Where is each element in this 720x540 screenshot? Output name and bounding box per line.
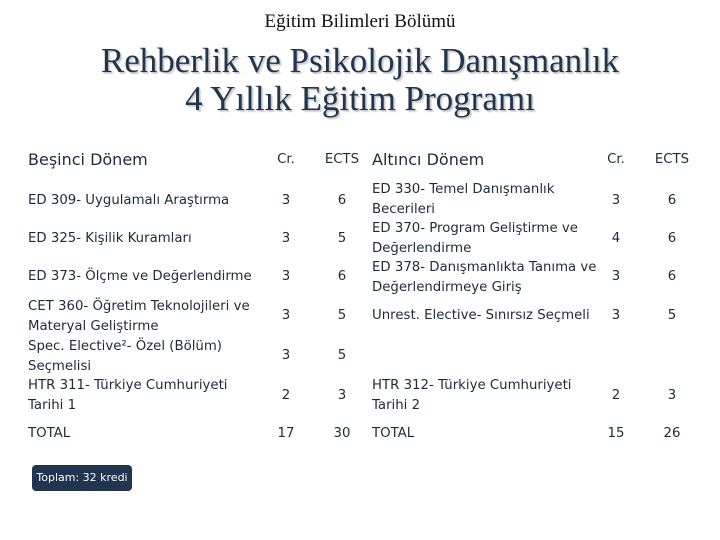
course-credit: 3	[281, 193, 291, 208]
total-credit: 15	[607, 426, 625, 441]
ects-header: ECTS	[654, 152, 690, 167]
cr-header: Cr.	[607, 152, 625, 167]
course-credit: 3	[611, 193, 621, 208]
department-name: Eğitim Bilimleri Bölümü	[264, 11, 456, 32]
course-ects: 6	[667, 231, 677, 246]
course-credit: 3	[281, 348, 291, 363]
cr-header: Cr.	[277, 152, 295, 167]
course-name	[28, 376, 228, 416]
course-name-line: Materyal Geliştirme	[28, 319, 159, 334]
total-credits-badge: Toplam: 32 kredi	[32, 465, 132, 491]
course-ects: 5	[337, 308, 347, 323]
total-ects: 26	[663, 426, 681, 441]
course-name-line: Değerlendirmeye Giriş	[372, 280, 522, 295]
course-name-line: HTR 311- Türkiye Cumhuriyeti	[28, 378, 228, 393]
title-line-2: 4 Yıllık Eğitim Programı	[185, 79, 535, 118]
course-credit: 4	[611, 231, 621, 246]
course-credit: 3	[611, 308, 621, 323]
course-name-line: Becerileri	[372, 202, 435, 217]
course-name	[372, 180, 554, 220]
page-title	[0, 42, 720, 118]
course-name: ED 309- Uygulamalı Araştırma	[28, 193, 230, 208]
course-name-line: Spec. Elective²- Özel (Bölüm)	[28, 339, 222, 354]
course-ects: 3	[667, 388, 677, 403]
course-credit: 3	[611, 269, 621, 284]
course-name-line: Seçmelisi	[28, 359, 92, 374]
total-credit: 17	[277, 426, 295, 441]
course-name-line: CET 360- Öğretim Teknolojileri ve	[28, 299, 250, 314]
course-credit: 2	[281, 388, 291, 403]
total-label: TOTAL	[28, 426, 71, 441]
total-ects: 30	[333, 426, 351, 441]
course-ects: 5	[337, 348, 347, 363]
course-ects: 5	[337, 231, 347, 246]
course-name	[372, 376, 572, 416]
course-name-line: Değerlendirme	[372, 241, 472, 256]
course-name-line: ED 378- Danışmanlıkta Tanıma ve	[372, 260, 597, 275]
course-ects: 6	[337, 269, 347, 284]
course-name-line: Tarihi 2	[372, 398, 421, 413]
total-label: TOTAL	[372, 426, 415, 441]
semester-heading: Altıncı Dönem	[372, 150, 485, 169]
course-ects: 6	[667, 193, 677, 208]
course-name	[372, 219, 578, 259]
course-ects: 5	[667, 308, 677, 323]
ects-header: ECTS	[324, 152, 360, 167]
course-credit: 2	[611, 388, 621, 403]
course-name: Unrest. Elective- Sınırsız Seçmeli	[372, 308, 590, 323]
course-name: ED 373- Ölçme ve Değerlendirme	[28, 269, 252, 284]
course-name-line: HTR 312- Türkiye Cumhuriyeti	[372, 378, 572, 393]
course-name	[28, 297, 250, 337]
title-line-1: Rehberlik ve Psikolojik Danışmanlık	[100, 41, 620, 80]
course-ects: 6	[667, 269, 677, 284]
course-name: ED 325- Kişilik Kuramları	[28, 231, 192, 246]
course-name-line: ED 330- Temel Danışmanlık	[372, 182, 555, 197]
course-name	[28, 337, 222, 377]
course-credit: 3	[281, 269, 291, 284]
course-name-line: ED 370- Program Geliştirme ve	[372, 221, 578, 236]
course-name	[372, 258, 596, 298]
semester-heading: Beşinci Dönem	[28, 150, 148, 169]
course-credit: 3	[281, 308, 291, 323]
course-credit: 3	[281, 231, 291, 246]
course-name-line: Tarihi 1	[28, 398, 77, 413]
course-ects: 6	[337, 193, 347, 208]
course-ects: 3	[337, 388, 347, 403]
